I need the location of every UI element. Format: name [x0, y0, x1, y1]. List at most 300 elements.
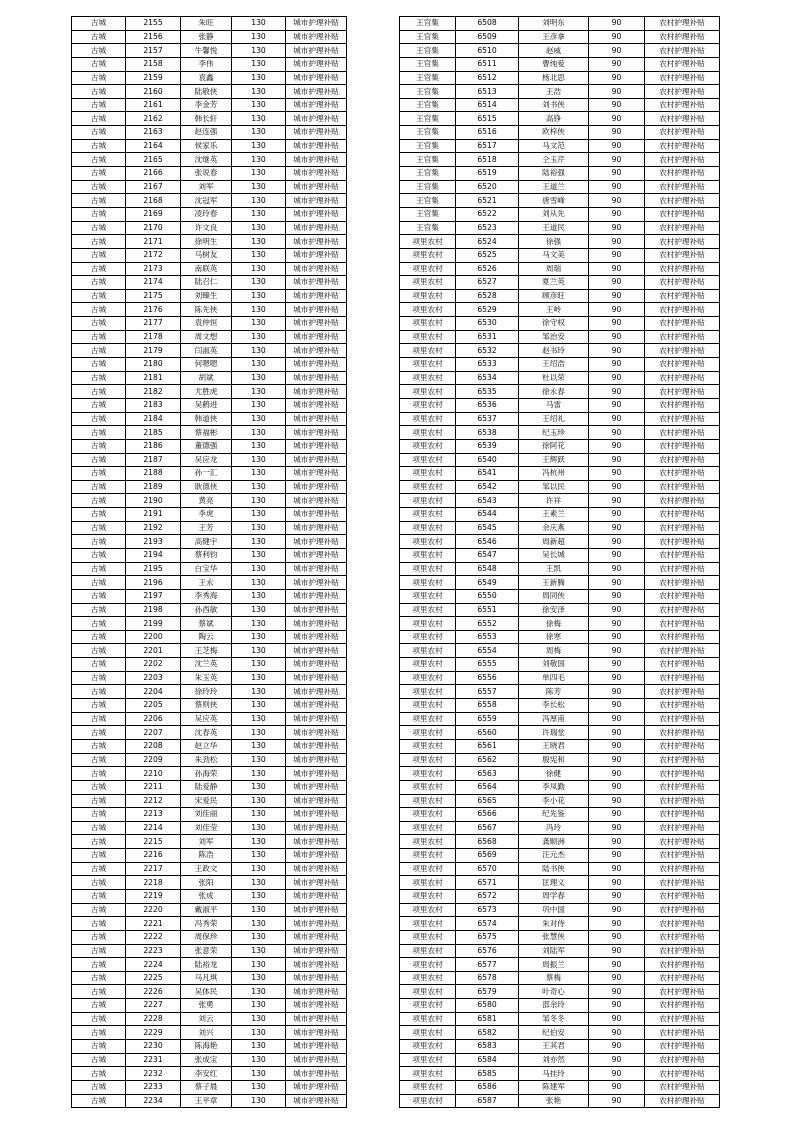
- serial-cell: 2164: [126, 139, 181, 153]
- amount-cell: 130: [232, 767, 286, 781]
- subsidy-type-cell: 城市护理补贴: [286, 453, 347, 467]
- serial-cell: 2179: [126, 344, 181, 358]
- name-cell: 周学春: [519, 890, 589, 904]
- name-cell: 马文范: [519, 139, 589, 153]
- serial-cell: 2199: [126, 617, 181, 631]
- name-cell: 吴应英: [181, 712, 232, 726]
- subsidy-type-cell: 城市护理补贴: [286, 235, 347, 249]
- table-row: [400, 289, 720, 303]
- name-cell: 周同侠: [519, 589, 589, 603]
- amount-cell: 90: [589, 794, 645, 808]
- name-cell: 刘兴: [181, 1026, 232, 1040]
- name-cell: 张艳: [519, 1094, 589, 1108]
- table-row: [72, 207, 347, 221]
- amount-cell: 90: [589, 248, 645, 262]
- serial-cell: 2227: [126, 999, 181, 1013]
- name-cell: 徐明生: [181, 235, 232, 249]
- subsidy-type-cell: 城市护理补贴: [286, 999, 347, 1013]
- table-row: [72, 753, 347, 767]
- table-row: [400, 180, 720, 194]
- region-cell: 王官集: [400, 126, 456, 140]
- amount-cell: 90: [589, 262, 645, 276]
- serial-cell: 2178: [126, 330, 181, 344]
- amount-cell: 90: [589, 753, 645, 767]
- table-row: [72, 303, 347, 317]
- serial-cell: 2204: [126, 685, 181, 699]
- name-cell: 刘军: [181, 180, 232, 194]
- amount-cell: 90: [589, 862, 645, 876]
- name-cell: 赵书玲: [519, 344, 589, 358]
- name-cell: 徐永春: [519, 385, 589, 399]
- region-cell: 古城: [72, 1094, 126, 1108]
- subsidy-type-cell: 农村护理补贴: [645, 344, 720, 358]
- table-row: [72, 562, 347, 576]
- serial-cell: 2158: [126, 57, 181, 71]
- amount-cell: 130: [232, 849, 286, 863]
- serial-cell: 2219: [126, 890, 181, 904]
- serial-cell: 6578: [456, 971, 519, 985]
- subsidy-type-cell: 城市护理补贴: [286, 30, 347, 44]
- amount-cell: 90: [589, 358, 645, 372]
- amount-cell: 130: [232, 385, 286, 399]
- serial-cell: 6536: [456, 398, 519, 412]
- serial-cell: 2208: [126, 739, 181, 753]
- serial-cell: 2231: [126, 1053, 181, 1067]
- name-cell: 冯厚甫: [519, 712, 589, 726]
- table-row: [400, 739, 720, 753]
- name-cell: 杨北思: [519, 71, 589, 85]
- serial-cell: 2160: [126, 85, 181, 99]
- region-cell: 项里农村: [400, 699, 456, 713]
- name-cell: 徐守权: [519, 317, 589, 331]
- name-cell: 许瑞堂: [519, 726, 589, 740]
- subsidy-type-cell: 城市护理补贴: [286, 589, 347, 603]
- serial-cell: 6525: [456, 248, 519, 262]
- serial-cell: 6581: [456, 1012, 519, 1026]
- subsidy-type-cell: 农村护理补贴: [645, 780, 720, 794]
- table-row: [400, 1080, 720, 1094]
- name-cell: 王彦拿: [519, 30, 589, 44]
- amount-cell: 130: [232, 276, 286, 290]
- amount-cell: 90: [589, 576, 645, 590]
- table-row: [72, 453, 347, 467]
- name-cell: 邹治安: [519, 330, 589, 344]
- amount-cell: 130: [232, 17, 286, 31]
- region-cell: 古城: [72, 412, 126, 426]
- subsidy-type-cell: 城市护理补贴: [286, 821, 347, 835]
- table-row: [400, 344, 720, 358]
- serial-cell: 6560: [456, 726, 519, 740]
- name-cell: 蔡则侠: [181, 699, 232, 713]
- table-row: [400, 276, 720, 290]
- amount-cell: 130: [232, 439, 286, 453]
- amount-cell: 90: [589, 57, 645, 71]
- name-cell: 李长松: [519, 699, 589, 713]
- region-cell: 王官集: [400, 207, 456, 221]
- name-cell: 赵威: [519, 44, 589, 58]
- amount-cell: 130: [232, 112, 286, 126]
- subsidy-type-cell: 农村护理补贴: [645, 371, 720, 385]
- amount-cell: 130: [232, 194, 286, 208]
- region-cell: 古城: [72, 794, 126, 808]
- region-cell: 项里农村: [400, 453, 456, 467]
- table-row: [72, 248, 347, 262]
- subsidy-type-cell: 农村护理补贴: [645, 1067, 720, 1081]
- table-row: [72, 494, 347, 508]
- region-cell: 项里农村: [400, 1067, 456, 1081]
- region-cell: 项里农村: [400, 903, 456, 917]
- region-cell: 项里农村: [400, 398, 456, 412]
- subsidy-type-cell: 城市护理补贴: [286, 576, 347, 590]
- name-cell: 张成: [181, 890, 232, 904]
- table-row: [400, 17, 720, 31]
- table-row: [72, 358, 347, 372]
- subsidy-type-cell: 农村护理补贴: [645, 1026, 720, 1040]
- name-cell: 陆敬侠: [181, 85, 232, 99]
- amount-cell: 90: [589, 371, 645, 385]
- amount-cell: 90: [589, 890, 645, 904]
- subsidy-type-cell: 农村护理补贴: [645, 930, 720, 944]
- table-row: [72, 658, 347, 672]
- serial-cell: 6513: [456, 85, 519, 99]
- table-row: [400, 808, 720, 822]
- table-row: [72, 112, 347, 126]
- table-row: [400, 98, 720, 112]
- name-cell: 王政文: [181, 862, 232, 876]
- region-cell: 项里农村: [400, 739, 456, 753]
- name-cell: 韩长轩: [181, 112, 232, 126]
- subsidy-type-cell: 农村护理补贴: [645, 289, 720, 303]
- name-cell: 赵立华: [181, 739, 232, 753]
- table-row: [72, 862, 347, 876]
- subsidy-type-cell: 城市护理补贴: [286, 221, 347, 235]
- table-row: [72, 439, 347, 453]
- serial-cell: 2171: [126, 235, 181, 249]
- amount-cell: 130: [232, 753, 286, 767]
- name-cell: 张静: [181, 30, 232, 44]
- amount-cell: 130: [232, 835, 286, 849]
- table-row: [72, 344, 347, 358]
- serial-cell: 6540: [456, 453, 519, 467]
- region-cell: 古城: [72, 17, 126, 31]
- name-cell: 曹纯爱: [519, 57, 589, 71]
- serial-cell: 6524: [456, 235, 519, 249]
- amount-cell: 90: [589, 467, 645, 481]
- subsidy-type-cell: 城市护理补贴: [286, 17, 347, 31]
- table-row: [400, 1012, 720, 1026]
- amount-cell: 90: [589, 930, 645, 944]
- serial-cell: 6545: [456, 521, 519, 535]
- serial-cell: 6576: [456, 944, 519, 958]
- table-row: [72, 903, 347, 917]
- table-row: [72, 630, 347, 644]
- region-cell: 项里农村: [400, 385, 456, 399]
- amount-cell: 130: [232, 262, 286, 276]
- subsidy-type-cell: 农村护理补贴: [645, 221, 720, 235]
- amount-cell: 130: [232, 412, 286, 426]
- region-cell: 古城: [72, 330, 126, 344]
- amount-cell: 130: [232, 344, 286, 358]
- subsidy-type-cell: 城市护理补贴: [286, 930, 347, 944]
- region-cell: 古城: [72, 699, 126, 713]
- region-cell: 古城: [72, 358, 126, 372]
- serial-cell: 6517: [456, 139, 519, 153]
- serial-cell: 6574: [456, 917, 519, 931]
- table-row: [72, 57, 347, 71]
- amount-cell: 130: [232, 1094, 286, 1108]
- region-cell: 王官集: [400, 98, 456, 112]
- region-cell: 古城: [72, 344, 126, 358]
- table-row: [400, 330, 720, 344]
- subsidy-type-cell: 农村护理补贴: [645, 644, 720, 658]
- subsidy-type-cell: 农村护理补贴: [645, 890, 720, 904]
- table-row: [72, 126, 347, 140]
- region-cell: 王官集: [400, 44, 456, 58]
- table-row: [400, 753, 720, 767]
- amount-cell: 90: [589, 999, 645, 1013]
- region-cell: 古城: [72, 453, 126, 467]
- amount-cell: 90: [589, 508, 645, 522]
- serial-cell: 2234: [126, 1094, 181, 1108]
- amount-cell: 130: [232, 890, 286, 904]
- serial-cell: 6566: [456, 808, 519, 822]
- table-row: [400, 480, 720, 494]
- subsidy-type-cell: 城市护理补贴: [286, 890, 347, 904]
- region-cell: 古城: [72, 44, 126, 58]
- table-row: [72, 1067, 347, 1081]
- table-row: [72, 971, 347, 985]
- name-cell: 马凡琪: [181, 971, 232, 985]
- amount-cell: 90: [589, 153, 645, 167]
- subsidy-type-cell: 农村护理补贴: [645, 262, 720, 276]
- amount-cell: 130: [232, 617, 286, 631]
- amount-cell: 130: [232, 999, 286, 1013]
- subsidy-type-cell: 农村护理补贴: [645, 548, 720, 562]
- subsidy-type-cell: 农村护理补贴: [645, 139, 720, 153]
- name-cell: 南联英: [181, 262, 232, 276]
- name-cell: 马雷: [519, 398, 589, 412]
- amount-cell: 90: [589, 917, 645, 931]
- serial-cell: 2212: [126, 794, 181, 808]
- amount-cell: 90: [589, 412, 645, 426]
- amount-cell: 90: [589, 971, 645, 985]
- serial-cell: 2168: [126, 194, 181, 208]
- serial-cell: 2169: [126, 207, 181, 221]
- region-cell: 王官集: [400, 139, 456, 153]
- name-cell: 陆书侠: [519, 862, 589, 876]
- serial-cell: 6586: [456, 1080, 519, 1094]
- serial-cell: 6546: [456, 535, 519, 549]
- table-row: [72, 617, 347, 631]
- region-cell: 古城: [72, 658, 126, 672]
- amount-cell: 90: [589, 17, 645, 31]
- serial-cell: 6584: [456, 1053, 519, 1067]
- table-row: [72, 98, 347, 112]
- amount-cell: 90: [589, 398, 645, 412]
- table-row: [72, 30, 347, 44]
- subsidy-type-cell: 农村护理补贴: [645, 1094, 720, 1108]
- subsidy-type-cell: 城市护理补贴: [286, 917, 347, 931]
- region-cell: 古城: [72, 767, 126, 781]
- region-cell: 古城: [72, 753, 126, 767]
- subsidy-type-cell: 城市护理补贴: [286, 344, 347, 358]
- serial-cell: 2170: [126, 221, 181, 235]
- subsidy-type-cell: 城市护理补贴: [286, 603, 347, 617]
- subsidy-type-cell: 城市护理补贴: [286, 903, 347, 917]
- amount-cell: 130: [232, 57, 286, 71]
- serial-cell: 2197: [126, 589, 181, 603]
- table-row: [400, 1067, 720, 1081]
- subsidy-type-cell: 农村护理补贴: [645, 17, 720, 31]
- serial-cell: 6556: [456, 671, 519, 685]
- name-cell: 沈冠军: [181, 194, 232, 208]
- name-cell: 李秀海: [181, 589, 232, 603]
- amount-cell: 90: [589, 1067, 645, 1081]
- table-row: [72, 794, 347, 808]
- table-row: [400, 862, 720, 876]
- name-cell: 刘军: [181, 835, 232, 849]
- region-cell: 项里农村: [400, 658, 456, 672]
- amount-cell: 130: [232, 1012, 286, 1026]
- name-cell: 刘佳丽: [181, 808, 232, 822]
- right-subsidy-table: [399, 16, 720, 1108]
- serial-cell: 6514: [456, 98, 519, 112]
- table-row: [72, 153, 347, 167]
- name-cell: 朱劲松: [181, 753, 232, 767]
- table-row: [400, 1053, 720, 1067]
- serial-cell: 2177: [126, 317, 181, 331]
- subsidy-type-cell: 城市护理补贴: [286, 44, 347, 58]
- region-cell: 古城: [72, 30, 126, 44]
- region-cell: 古城: [72, 930, 126, 944]
- amount-cell: 90: [589, 739, 645, 753]
- subsidy-type-cell: 农村护理补贴: [645, 385, 720, 399]
- name-cell: 徐阿花: [519, 439, 589, 453]
- serial-cell: 2176: [126, 303, 181, 317]
- serial-cell: 2180: [126, 358, 181, 372]
- serial-cell: 2202: [126, 658, 181, 672]
- serial-cell: 2198: [126, 603, 181, 617]
- amount-cell: 130: [232, 180, 286, 194]
- table-row: [400, 521, 720, 535]
- name-cell: 赵连强: [181, 126, 232, 140]
- amount-cell: 90: [589, 658, 645, 672]
- table-row: [72, 221, 347, 235]
- serial-cell: 6557: [456, 685, 519, 699]
- name-cell: 朱对侍: [519, 917, 589, 931]
- serial-cell: 6509: [456, 30, 519, 44]
- table-row: [400, 1026, 720, 1040]
- region-cell: 古城: [72, 671, 126, 685]
- serial-cell: 2173: [126, 262, 181, 276]
- region-cell: 古城: [72, 548, 126, 562]
- table-row: [72, 726, 347, 740]
- name-cell: 陆裕龙: [181, 958, 232, 972]
- region-cell: 项里农村: [400, 303, 456, 317]
- amount-cell: 90: [589, 562, 645, 576]
- table-row: [72, 780, 347, 794]
- region-cell: 古城: [72, 849, 126, 863]
- amount-cell: 90: [589, 535, 645, 549]
- table-row: [72, 480, 347, 494]
- subsidy-type-cell: 城市护理补贴: [286, 1053, 347, 1067]
- name-cell: 沈春英: [181, 726, 232, 740]
- name-cell: 纪伯安: [519, 1026, 589, 1040]
- amount-cell: 90: [589, 644, 645, 658]
- amount-cell: 90: [589, 453, 645, 467]
- region-cell: 项里农村: [400, 521, 456, 535]
- table-row: [72, 85, 347, 99]
- table-row: [400, 726, 720, 740]
- region-cell: 王官集: [400, 112, 456, 126]
- serial-cell: 2223: [126, 944, 181, 958]
- region-cell: 古城: [72, 235, 126, 249]
- subsidy-type-cell: 城市护理补贴: [286, 398, 347, 412]
- subsidy-type-cell: 城市护理补贴: [286, 207, 347, 221]
- name-cell: 陈建军: [519, 1080, 589, 1094]
- name-cell: 陆裕强: [519, 167, 589, 181]
- region-cell: 项里农村: [400, 535, 456, 549]
- amount-cell: 130: [232, 903, 286, 917]
- serial-cell: 2218: [126, 876, 181, 890]
- table-row: [400, 548, 720, 562]
- name-cell: 周梅: [519, 644, 589, 658]
- subsidy-type-cell: 农村护理补贴: [645, 944, 720, 958]
- amount-cell: 90: [589, 30, 645, 44]
- amount-cell: 90: [589, 221, 645, 235]
- name-cell: 王绍浩: [519, 358, 589, 372]
- serial-cell: 6553: [456, 630, 519, 644]
- table-row: [72, 467, 347, 481]
- region-cell: 古城: [72, 289, 126, 303]
- subsidy-type-cell: 农村护理补贴: [645, 153, 720, 167]
- amount-cell: 90: [589, 699, 645, 713]
- table-row: [400, 439, 720, 453]
- region-cell: 项里农村: [400, 930, 456, 944]
- region-cell: 古城: [72, 985, 126, 999]
- amount-cell: 90: [589, 944, 645, 958]
- name-cell: 仝玉芹: [519, 153, 589, 167]
- amount-cell: 90: [589, 767, 645, 781]
- subsidy-type-cell: 农村护理补贴: [645, 1012, 720, 1026]
- region-cell: 古城: [72, 971, 126, 985]
- serial-cell: 2214: [126, 821, 181, 835]
- name-cell: 纪玉珍: [519, 426, 589, 440]
- serial-cell: 2203: [126, 671, 181, 685]
- subsidy-type-cell: 城市护理补贴: [286, 794, 347, 808]
- amount-cell: 90: [589, 958, 645, 972]
- name-cell: 张成宝: [181, 1053, 232, 1067]
- subsidy-type-cell: 农村护理补贴: [645, 1040, 720, 1054]
- subsidy-type-cell: 农村护理补贴: [645, 330, 720, 344]
- table-row: [72, 548, 347, 562]
- table-row: [400, 780, 720, 794]
- amount-cell: 90: [589, 548, 645, 562]
- subsidy-type-cell: 农村护理补贴: [645, 576, 720, 590]
- name-cell: 徐健: [519, 767, 589, 781]
- amount-cell: 90: [589, 1080, 645, 1094]
- amount-cell: 130: [232, 85, 286, 99]
- subsidy-type-cell: 城市护理补贴: [286, 112, 347, 126]
- serial-cell: 6548: [456, 562, 519, 576]
- amount-cell: 90: [589, 494, 645, 508]
- region-cell: 项里农村: [400, 1080, 456, 1094]
- name-cell: 龚顺洲: [519, 835, 589, 849]
- serial-cell: 6542: [456, 480, 519, 494]
- name-cell: 单四毛: [519, 671, 589, 685]
- serial-cell: 2206: [126, 712, 181, 726]
- name-cell: 纪先鉴: [519, 808, 589, 822]
